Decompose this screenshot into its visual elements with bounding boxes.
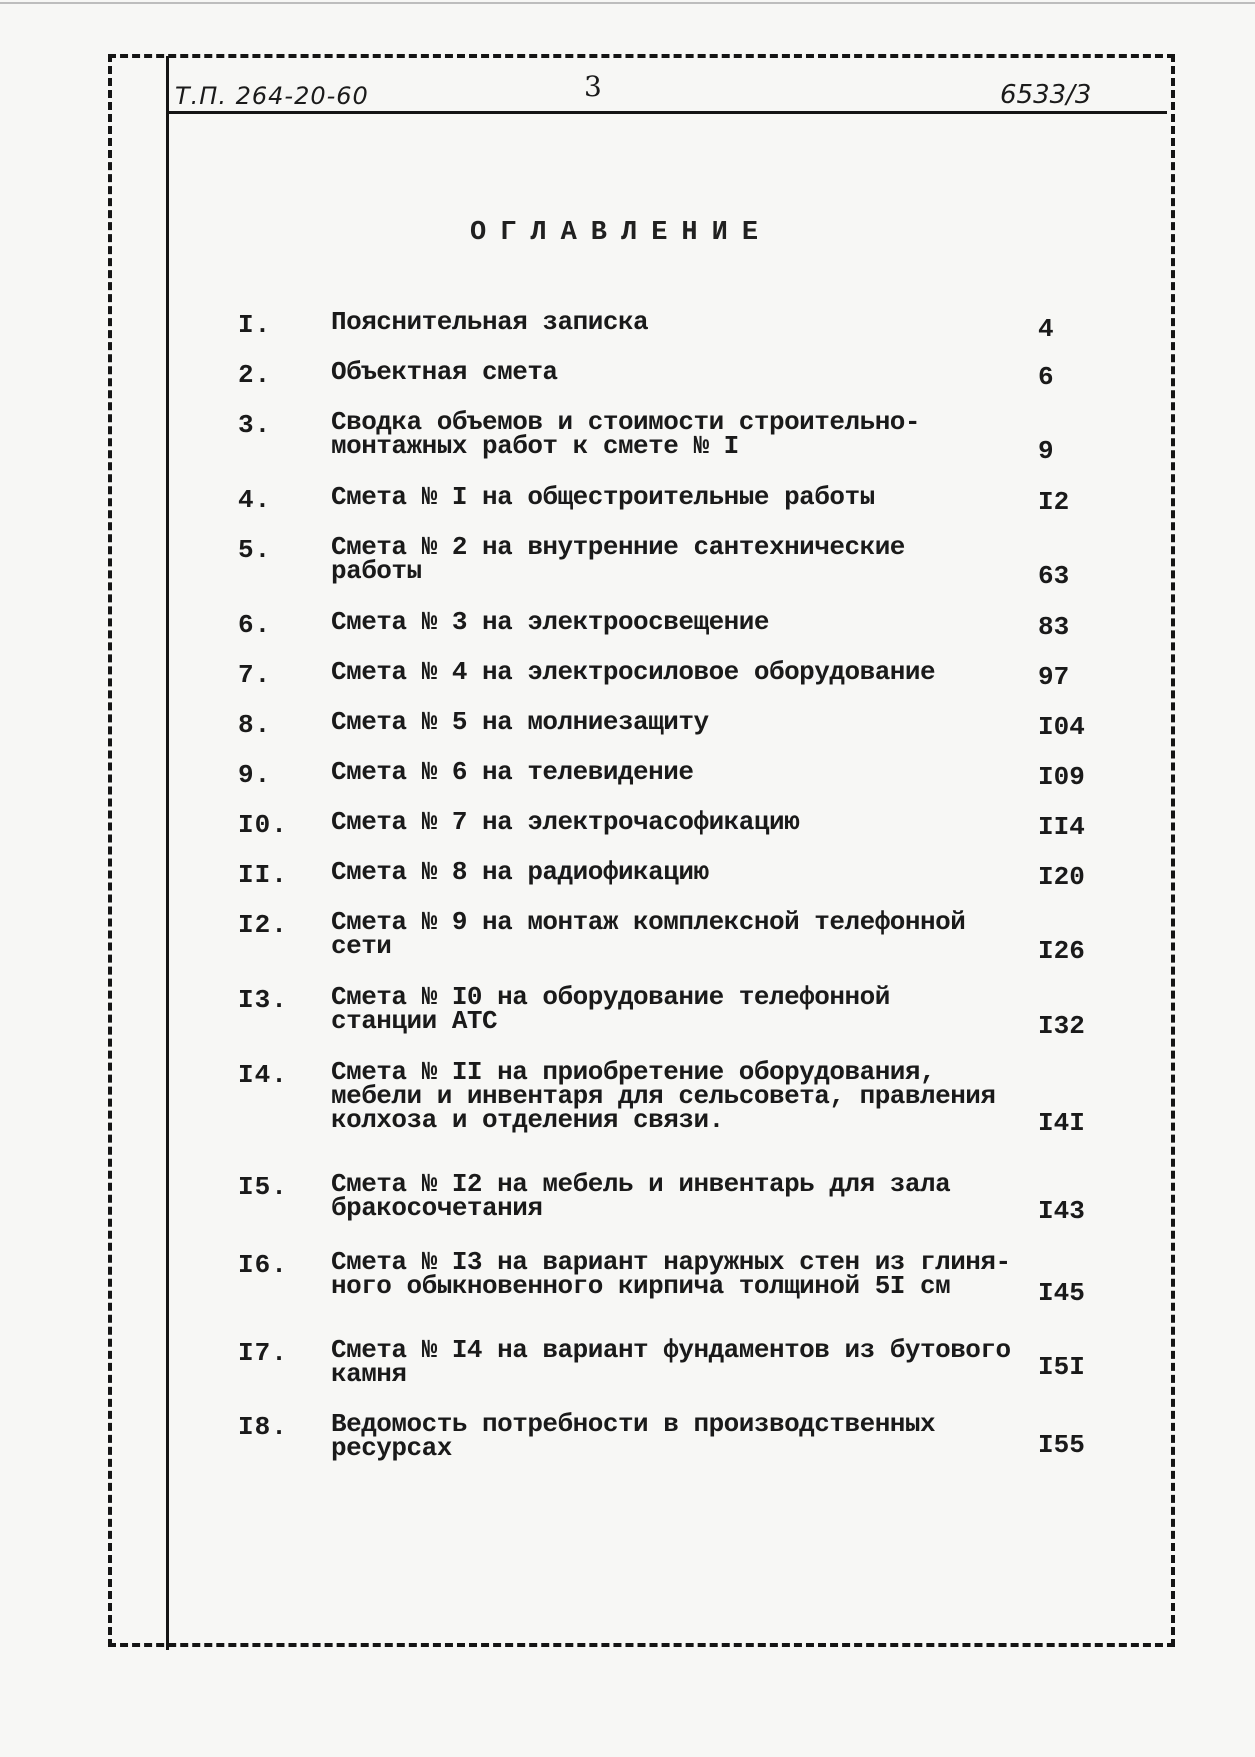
toc-item-page: 83 [1038,612,1070,642]
toc-item-page: I5I [1038,1352,1085,1382]
toc-item-number: 6. [238,610,272,640]
sheet-number: 6533/3 [1000,80,1092,110]
toc-item-number: 3. [238,410,272,440]
toc-item-number: I4. [238,1060,288,1090]
toc-item-title: Смета № 7 на электрочасофикацию [331,807,800,837]
toc-item-page: I43 [1038,1196,1085,1226]
document-code: Т.П. 264-20-60 [175,82,369,110]
toc-item-title: Смета № 6 на телевидение [331,757,694,787]
header-rule [166,111,1167,114]
toc-item-title: Смета № 3 на электроосвещение [331,607,769,637]
toc-item-page: I55 [1038,1430,1085,1460]
toc-item-number: I8. [238,1412,288,1442]
toc-item-number: 2. [238,360,272,390]
toc-item-number: I2. [238,910,288,940]
toc-item-title: Смета № 9 на монтаж комплексной телефонной сети [331,907,966,961]
toc-item-title: Ведомость потребности в производственных ресурсах [331,1409,936,1463]
toc-item-number: I7. [238,1338,288,1368]
binding-margin-line [166,56,169,1650]
toc-item-page: 9 [1038,436,1054,466]
toc-item-title: Смета № II на приобретение оборудования, мебели и инвентаря для сельсовета, правления колхоза и отделения связи. [331,1057,996,1135]
page-title: ОГЛАВЛЕНИЕ [470,218,773,248]
toc-item-title: Смета № 2 на внутренние сантехнические работы [331,532,905,586]
toc-item-number: II. [238,860,288,890]
toc-item-page: 4 [1038,314,1054,344]
toc-item-title: Смета № 5 на молниезащиту [331,707,709,737]
toc-item-number: I. [238,310,272,340]
toc-item-title: Пояснительная записка [331,307,649,337]
toc-item-page: I20 [1038,862,1085,892]
toc-item-title: Смета № I4 на вариант фундаментов из бутового камня [331,1335,1011,1389]
toc-item-title: Смета № I3 на вариант наружных стен из глиня- ного обыкновенного кирпича толщиной 5I см [331,1247,1011,1301]
toc-item-number: I3. [238,985,288,1015]
toc-item-number: 5. [238,535,272,565]
toc-item-page: 6 [1038,362,1054,392]
toc-item-page: 97 [1038,662,1070,692]
toc-item-number: 7. [238,660,272,690]
toc-item-page: I32 [1038,1011,1085,1041]
toc-item-page: I26 [1038,936,1085,966]
toc-item-number: 8. [238,710,272,740]
toc-item-title: Смета № I на общестроительные работы [331,482,875,512]
toc-item-number: I0. [238,810,288,840]
toc-item-page: I09 [1038,762,1085,792]
toc-item-number: 4. [238,485,272,515]
toc-item-number: 9. [238,760,272,790]
toc-item-title: Объектная смета [331,357,558,387]
scan-edge-line [0,2,1255,4]
toc-item-page: I04 [1038,712,1085,742]
toc-item-title: Смета № 4 на электросиловое оборудование [331,657,936,687]
toc-item-number: I6. [238,1250,288,1280]
toc-item-title: Сводка объемов и стоимости строительно- монтажных работ к смете № I [331,407,920,461]
toc-item-page: I45 [1038,1278,1085,1308]
page-number: 3 [584,70,602,103]
toc-item-page: 63 [1038,561,1070,591]
toc-item-page: II4 [1038,812,1085,842]
toc-item-number: I5. [238,1172,288,1202]
toc-item-page: I2 [1038,487,1070,517]
toc-item-title: Смета № 8 на радиофикацию [331,857,709,887]
toc-item-title: Смета № I2 на мебель и инвентарь для зала бракосочетания [331,1169,951,1223]
toc-item-title: Смета № I0 на оборудование телефонной станции АТС [331,982,890,1036]
toc-item-page: I4I [1038,1108,1085,1138]
